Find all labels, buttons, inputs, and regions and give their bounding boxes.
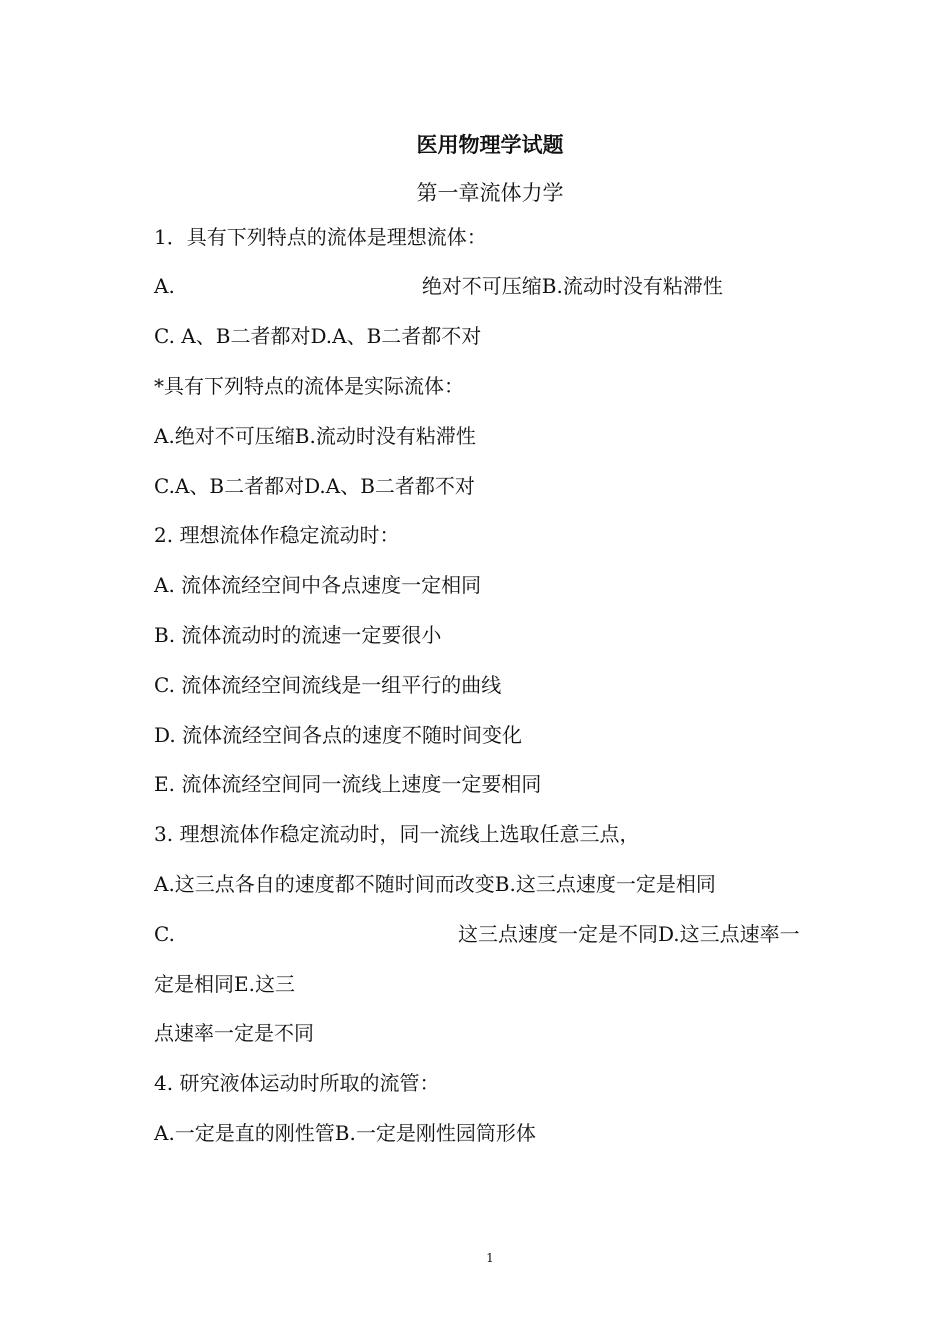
question-3-options-ab: A.这三点各自的速度都不随时间而改变B.这三点速度一定是相同 (154, 872, 716, 896)
question-3-stem: 3. 理想流体作稳定流动时，同一流线上选取任意三点， (154, 822, 640, 846)
question-1-options-ab (154, 272, 723, 300)
question-2-option-e: E. 流体流经空间同一流线上速度一定要相同 (154, 772, 542, 796)
question-1b-options-ab: A.绝对不可压缩B.流动时没有粘滞性 (154, 424, 476, 448)
question-3-options-de: 定是相同E.这三 (154, 972, 295, 996)
question-2-option-c: C. 流体流经空间流线是一组平行的曲线 (154, 673, 502, 697)
question-1-stem: 1．具有下列特点的流体是理想流体： (154, 225, 487, 249)
page-number: 1 (486, 1251, 494, 1265)
question-4-options-ab: A.一定是直的刚性管B.一定是刚性园筒形体 (154, 1121, 536, 1145)
option-cd-text: 这三点速度一定是不同D.这三点速率一 (457, 922, 800, 946)
question-2-stem: 2. 理想流体作稳定流动时： (154, 523, 400, 547)
option-ab-text: 绝对不可压缩B.流动时没有粘滞性 (421, 274, 723, 298)
chapter-heading: 第一章流体力学 (416, 181, 564, 205)
question-1-options-cd: C. A、B二者都对D.A、B二者都不对 (154, 324, 482, 348)
question-2-option-a: A. 流体流经空间中各点速度一定相同 (154, 573, 482, 597)
question-3-options-cd (154, 920, 800, 948)
question-2-option-d: D. 流体流经空间各点的速度不随时间变化 (154, 723, 523, 747)
question-4-stem: 4. 研究液体运动时所取的流管： (154, 1071, 440, 1095)
question-1b-options-cd: C.A、B二者都对D.A、B二者都不对 (154, 474, 475, 498)
question-3-option-e-cont: 点速率一定是不同 (154, 1021, 314, 1045)
option-a-label: A. (154, 274, 175, 298)
document-title: 医用物理学试题 (416, 132, 564, 157)
question-2-option-b: B. 流体流动时的流速一定要很小 (154, 623, 442, 647)
option-c-label: C. (154, 922, 175, 946)
question-1b-stem: *具有下列特点的流体是实际流体： (154, 374, 464, 398)
